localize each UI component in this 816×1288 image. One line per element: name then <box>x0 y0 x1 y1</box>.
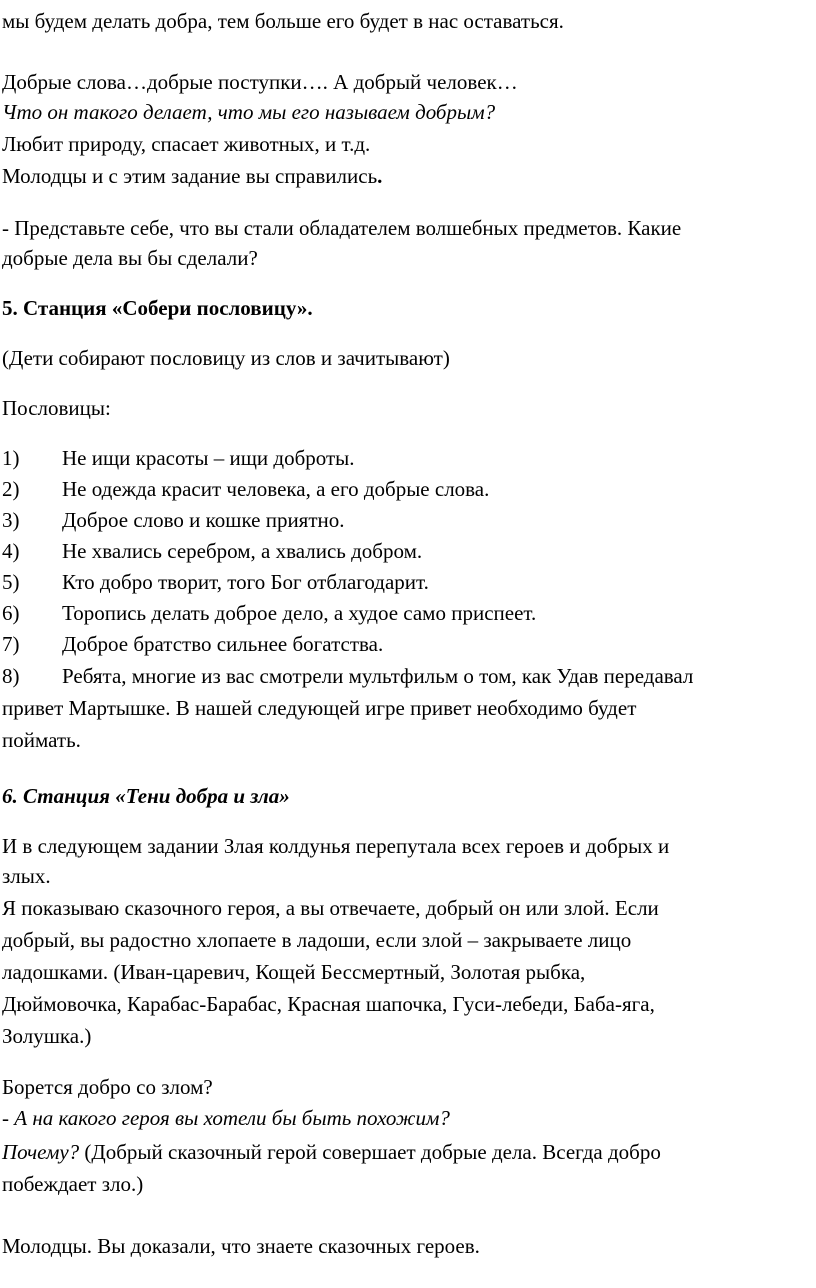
text-span: Молодцы и с этим задание вы справились <box>2 164 378 188</box>
list-item <box>2 569 429 595</box>
list-item-text: Доброе слово и кошке приятно. <box>62 508 345 532</box>
section-heading: 5. Станция «Собери пословицу». <box>2 296 313 320</box>
list-item-continuation: привет Мартышке. В нашей следующей игре привет необходимо будет <box>2 696 637 720</box>
answer-text: (Добрый сказочный герой совершает добрые дела. Всегда добро <box>79 1140 661 1164</box>
list-item <box>2 631 383 657</box>
list-item <box>2 663 693 689</box>
text-line: И в следующем задании Злая колдунья перепутала всех героев и добрых и <box>2 834 670 858</box>
list-item <box>2 507 345 533</box>
question-line: Что он такого делает, что мы его называем добрым? <box>2 100 496 124</box>
list-item-number: 6) <box>2 601 20 625</box>
text-span-end: . <box>377 164 383 188</box>
list-item <box>2 445 355 471</box>
closing-line: Молодцы. Вы доказали, что знаете сказочных героев. <box>2 1234 480 1258</box>
text-line: Дюймовочка, Карабас-Барабас, Красная шапочка, Гуси-лебеди, Баба-яга, <box>2 992 655 1016</box>
text-line: Борется добро со злом? <box>2 1075 213 1099</box>
section-heading: 6. Станция «Тени добра и зла» <box>2 784 290 808</box>
text-line: злых. <box>2 864 51 888</box>
list-item-number: 4) <box>2 539 20 563</box>
question-text: Почему? <box>2 1140 80 1164</box>
list-item-text: Не ищи красоты – ищи доброты. <box>62 446 355 470</box>
text-line: - Представьте себе, что вы стали обладателем волшебных предметов. Какие <box>2 216 682 240</box>
list-item-continuation: поймать. <box>2 728 81 752</box>
list-item-number: 7) <box>2 632 20 656</box>
instruction-text: (Дети собирают пословицу из слов и зачитывают) <box>2 346 450 370</box>
text-line: Добрые слова…добрые поступки…. А добрый человек… <box>2 70 518 94</box>
question-text: А на какого героя вы хотели бы быть похожим? <box>14 1106 450 1130</box>
list-item-text: Не хвались серебром, а хвались добром. <box>62 539 423 563</box>
list-label: Пословицы: <box>2 396 111 420</box>
text-line: Я показываю сказочного героя, а вы отвечаете, добрый он или злой. Если <box>2 896 659 920</box>
list-item-number: 8) <box>2 664 20 688</box>
text-line: добрый, вы радостно хлопаете в ладоши, если злой – закрываете лицо <box>2 928 632 952</box>
list-item-text: Доброе братство сильнее богатства. <box>62 632 384 656</box>
text-line: мы будем делать добра, тем больше его будет в нас оставаться. <box>2 9 564 33</box>
list-item-text: Не одежда красит человека, а его добрые слова. <box>62 477 490 501</box>
list-item-text: Торопись делать доброе дело, а худое само приспеет. <box>62 601 537 625</box>
list-item-number: 2) <box>2 477 20 501</box>
text-line: ладошками. (Иван-царевич, Кощей Бессмертный, Золотая рыбка, <box>2 960 586 984</box>
list-item-number: 1) <box>2 446 20 470</box>
text-line: Золушка.) <box>2 1024 92 1048</box>
question-line <box>2 1105 450 1131</box>
text-line: побеждает зло.) <box>2 1172 144 1196</box>
dash-prefix: - <box>2 1106 15 1130</box>
text-line: Любит природу, спасает животных, и т.д. <box>2 132 371 156</box>
list-item-number: 3) <box>2 508 20 532</box>
list-item <box>2 600 536 626</box>
list-item <box>2 538 422 564</box>
text-line <box>2 1139 661 1165</box>
list-item-text: Ребята, многие из вас смотрели мультфильм о том, как Удав передавал <box>62 664 694 688</box>
text-line: добрые дела вы бы сделали? <box>2 246 258 270</box>
list-item-number: 5) <box>2 570 20 594</box>
list-item <box>2 476 489 502</box>
text-line <box>2 163 382 189</box>
list-item-text: Кто добро творит, того Бог отблагодарит. <box>62 570 429 594</box>
